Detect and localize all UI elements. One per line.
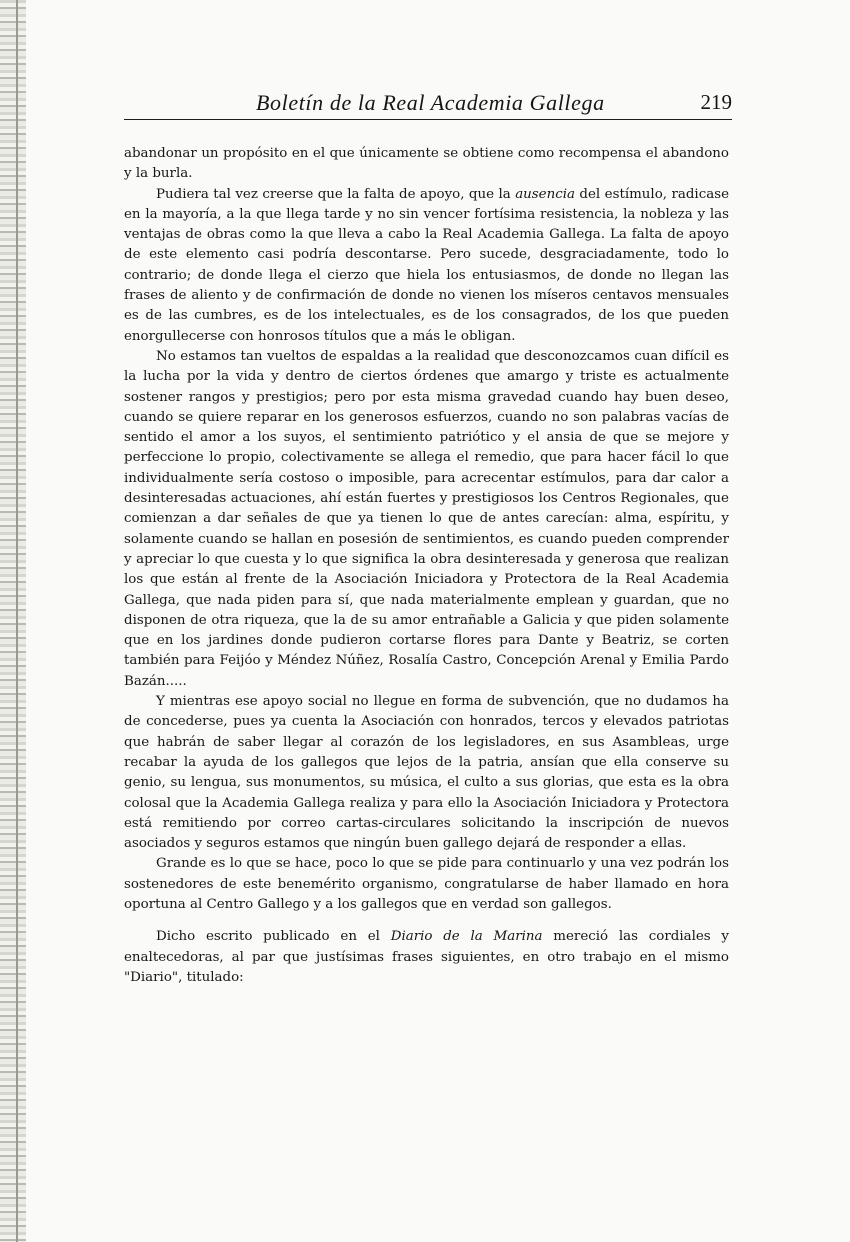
page-header: [124, 90, 732, 124]
paragraph-5: Grande es lo que se hace, poco lo que se pide para continuarlo y una vez podrán los sostenedores de este benemérito organismo, congratularse de haber llamado en hora oportuna al Centro Gallego y a los gallegos que en verdad son gallegos.: [124, 856, 729, 912]
paragraph-2-start: Pudiera tal vez creerse que la falta de apoyo, que la: [156, 186, 516, 202]
paragraph-2-end: del estímulo, radicase en la mayoría, a la que llega tarde y no sin vencer fortísima resistencia, la nobleza y las ventajas de obras como la que lleva a cabo la Real Academia Gallega. La falta de apoyo de este elemento casi podría descontarse. Pero sucede, desgraciadamente, todo lo contrario; de donde llega el cierzo que hiela los entusiasmos, de donde no llegan las frases de aliento y de confirmación de donde no vienen los míseros centavos mensuales es de las cumbres, es de los intelectuales, es de los consagrados, de los que pueden enorgullecerse con honrosos títulos que a más le obligan.: [124, 186, 729, 344]
scanned-page-edge: [0, 0, 26, 1242]
paragraph-4: Y mientras ese apoyo social no llegue en forma de subvención, que no dudamos ha de concederse, pues ya cuenta la Asociación con honrados, tercos y elevados patriotas que habrán de saber llegar al corazón de los legisladores, en sus Asambleas, urge recabar la ayuda de los gallegos que lejos de la patria, ansían que ella conserve su genio, su lengua, sus monumentos, su música, el culto a sus glorias, que esta es la obra colosal que la Academia Gallega realiza y para ello la Asociación Iniciadora y Protectora está remitiendo por correo cartas-circulares solicitando la inscripción de nuevos asociados y seguros estamos que ningún buen gallego dejará de responder a ellas.: [124, 694, 729, 852]
newspaper-title: Diario de la Marina: [390, 929, 543, 945]
paragraph-3: No estamos tan vueltos de espaldas a la realidad que desconozcamos cuan difícil es la lucha por la vida y dentro de ciertos órdenes que amargo y triste es actualmente sostener rangos y prestigios; pero por esta misma gravedad cuando hay buen deseo, cuando se quiere reparar en los generosos esfuerzos, cuando no son palabras vacías de sentido el amor a los suyos, el sentimiento patriótico y el ansia de que se mejore y perfeccione lo propio, colectivamente se allega el remedio, que para hacer fácil lo que individualmente sería costoso o imposible, para acrecentar estímulos, para dar calor a desinteresadas actuaciones, ahí están fuertes y prestigiosos los Centros Regionales, que comienzan a dar señales de que ya tienen lo que de antes carecían: alma, espíritu, y solamente cuando se hallan en posesión de sentimientos, es cuando pueden comprender y apreciar lo que cuesta y lo que significa la obra desinteresada y generosa que realizan los que están al frente de la Asociación Iniciadora y Protectora de la Real Academia Gallega, que nada piden para sí, que nada materialmente emplean y guardan, que no disponen de otra riqueza, que la de su amor entrañable a Galicia y que piden solamente que en los jardines donde pudieron cortarse flores para Dante y Beatriz, se corten también para Feijóo y Méndez Núñez, Rosalía Castro, Concepción Arenal y Emilia Pardo Bazán.....: [124, 348, 729, 689]
binding-shadow-line: [16, 0, 18, 1242]
page-number: 219: [693, 90, 733, 115]
running-title: Boletín de la Real Academia Gallega: [248, 90, 613, 116]
paragraph-6: [124, 927, 729, 988]
paragraph-6-end: mereció las cordiales y enaltecedoras, al par que justísimas frases siguientes, en otro trabajo en el mismo "Diario", titulado:: [124, 929, 729, 985]
header-rule: [124, 119, 732, 120]
article-body: [124, 144, 729, 988]
paragraph-1: abandonar un propósito en el que únicamente se obtiene como recompensa el abandono y la burla.: [124, 146, 729, 182]
paragraph-6-start: Dicho escrito publicado en el: [156, 929, 391, 945]
paragraph-2-italic: ausencia: [515, 186, 575, 202]
paragraph-2: [124, 185, 729, 347]
